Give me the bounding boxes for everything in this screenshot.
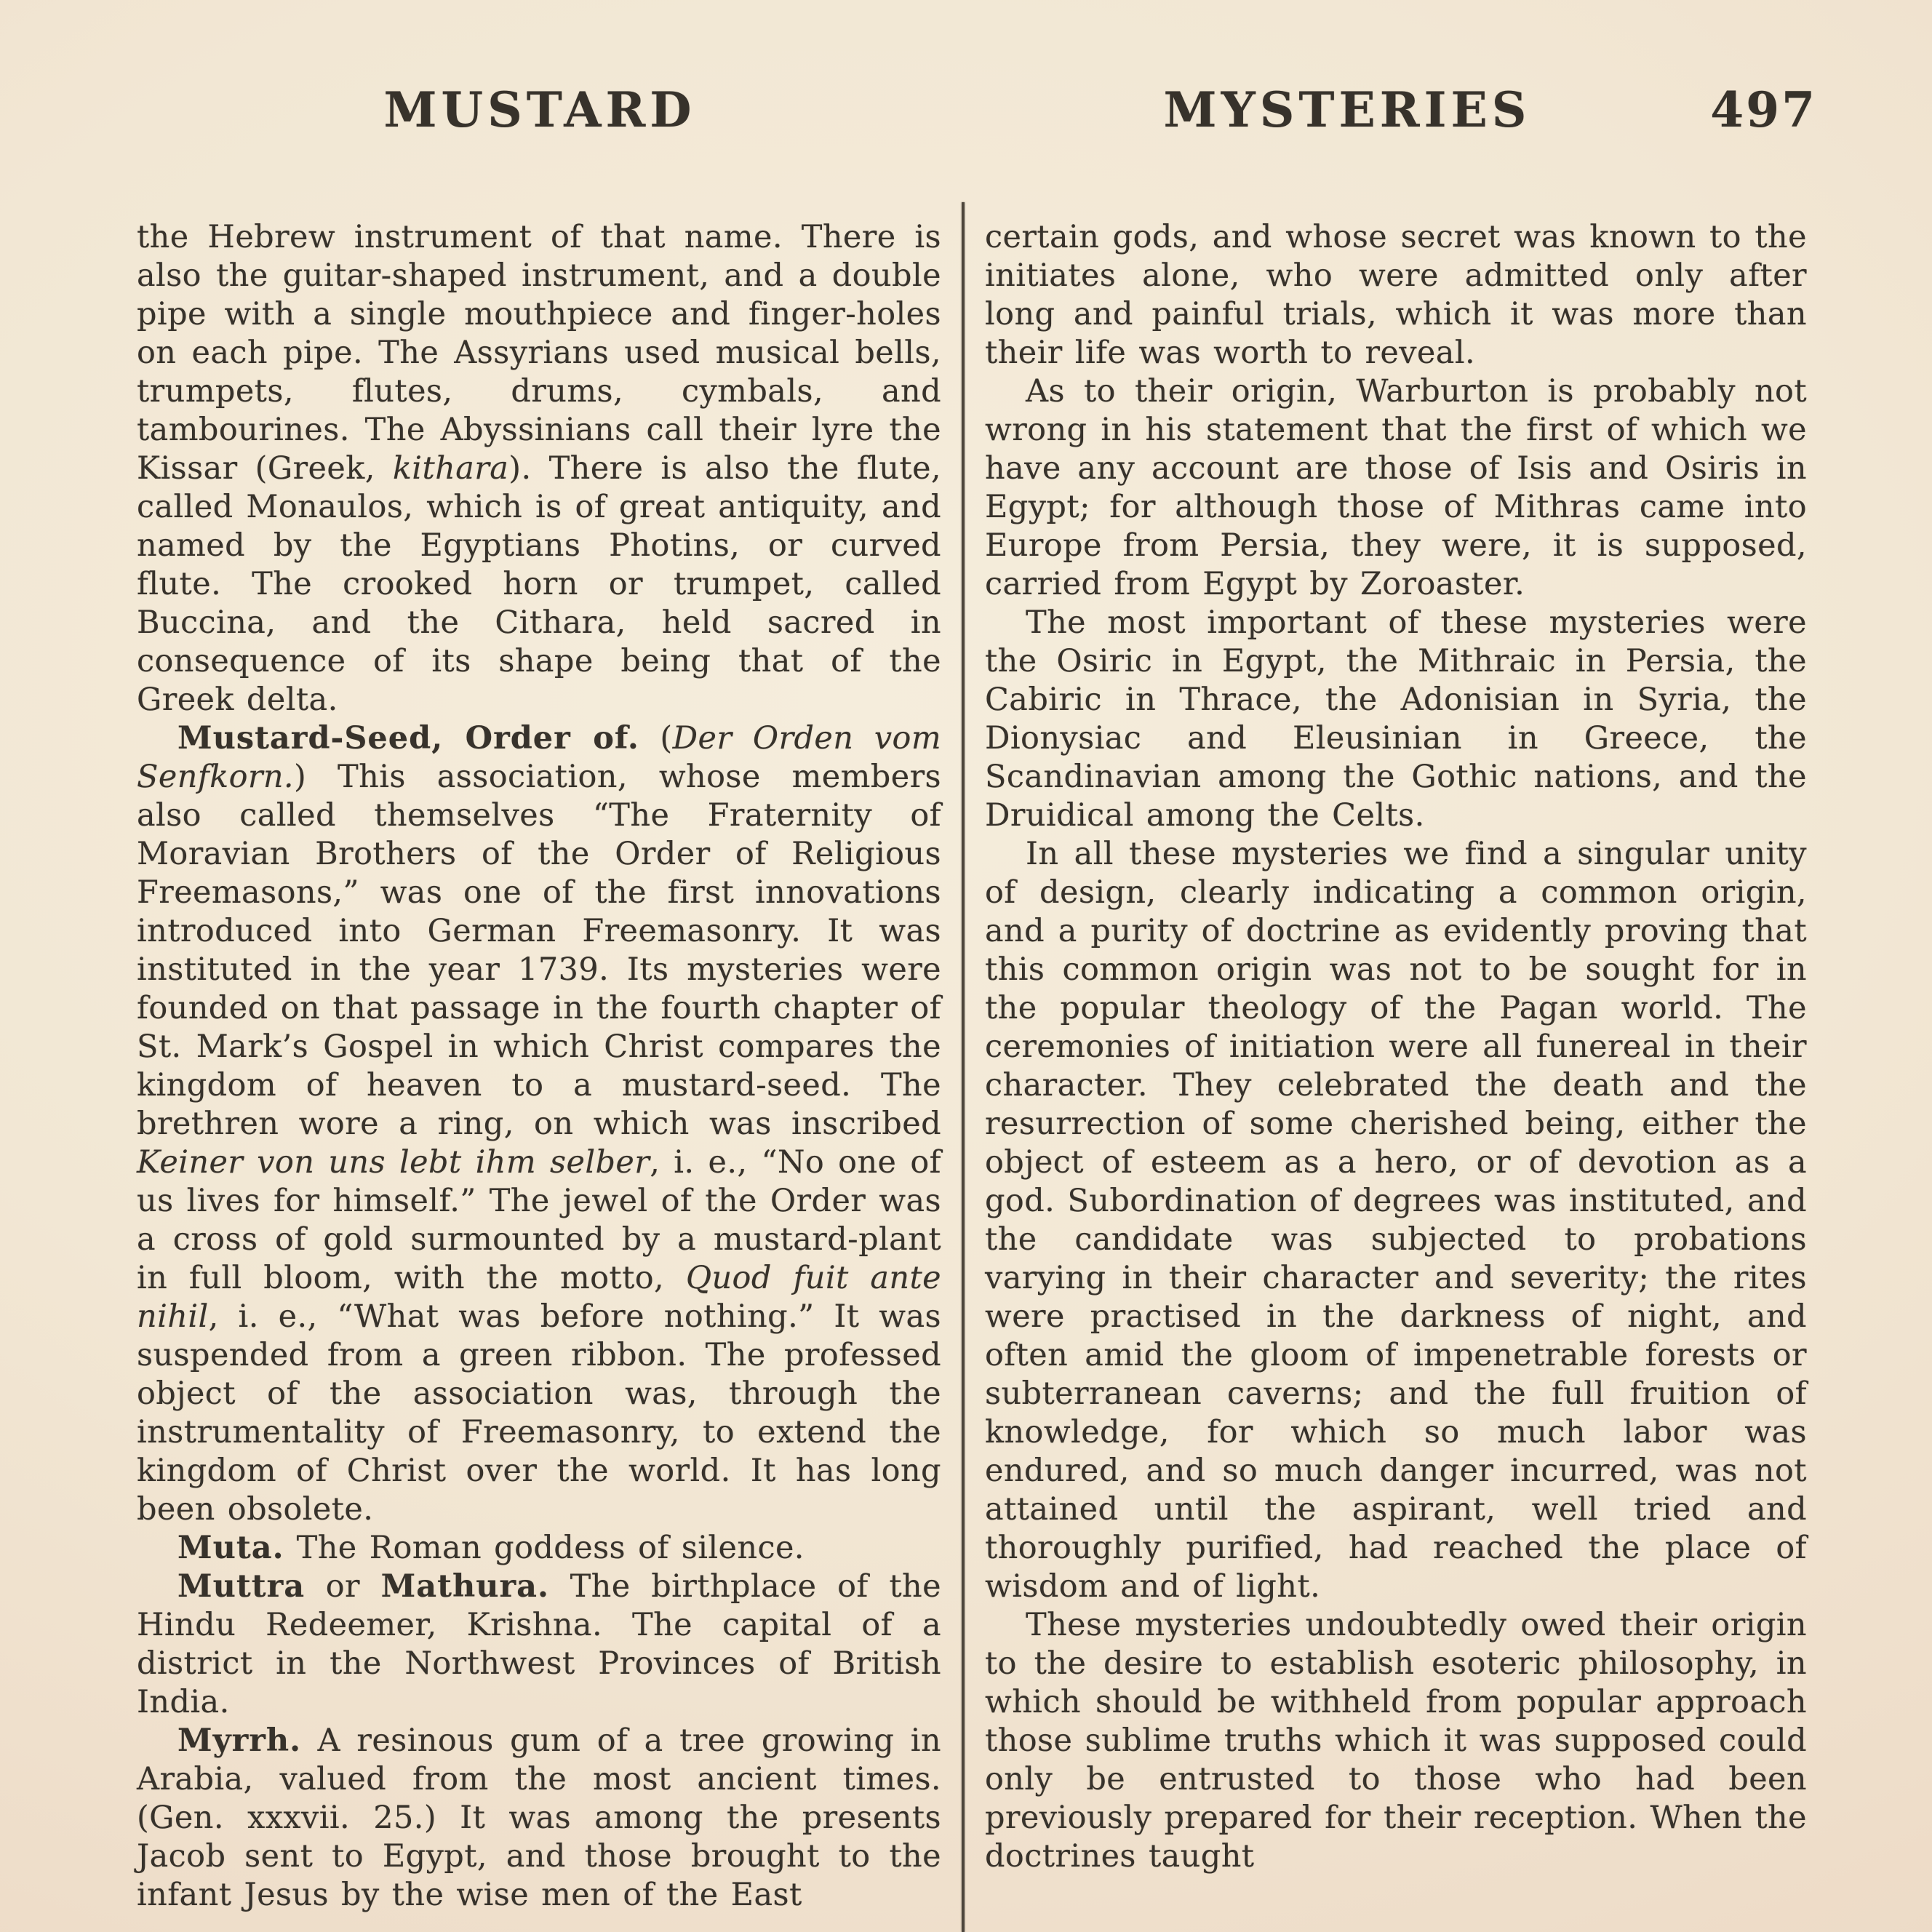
text-run: ( <box>639 720 673 757</box>
text-run: As to their origin, Warburton is probably not wrong in his statement that the first of which we have any account are those of Isis and Osiris in Egypt; for although those of Mithras came into Europe from Persia, they were, it is supposed, carried from Egypt by Zoroaster. <box>985 373 1807 602</box>
right-text-column <box>985 218 1807 1876</box>
text-run: The Roman goddess of silence. <box>284 1530 805 1566</box>
text-run: The most important of these mysteries were the Osiric in Egypt, the Mithraic in Persia, the Cabiric in Thrace, the Adonisian in Syria, the Dionysiac and Eleusinian in Greece, the Scandinavian among the Gothic nations, and the Druidical among the Celts. <box>985 604 1807 834</box>
entry-term: Mathura. <box>380 1568 549 1605</box>
paragraph <box>985 1606 1807 1876</box>
paragraph <box>137 1568 941 1722</box>
text-run: , i. e., “No one of us lives for himself.” The jewel of the Order was a cross of gold surmounted by a mustard-plant in full bloom, with the motto, <box>137 1144 941 1296</box>
entry-term: Mustard-Seed, Order of. <box>177 720 639 757</box>
text-run: ) This association, whose members also called themselves “The Fraternity of Moravian Brothers of the Order of Religious Freemasons,” was one of the first innovations introduced into German Freemasonry. It was instituted in the year 1739. Its mysteries were founded on that passage in the fourth chapter of St. Mark’s Gospel in which Christ compares the kingdom of heaven to a mustard-seed. The brethren wore a ring, on which was inscribed <box>137 759 941 1142</box>
text-run: Keiner von uns lebt ihm selber <box>137 1144 650 1181</box>
paragraph <box>137 218 941 719</box>
text-run: The birthplace of the Hindu Redeemer, Krishna. The capital of a district in the Northwest Provinces of British India. <box>137 1568 941 1720</box>
text-run: Quod fuit ante nihil <box>137 1260 942 1335</box>
column-divider-rule <box>962 202 965 1932</box>
text-run: These mysteries undoubtedly owed their origin to the desire to establish esoteric philosophy, in which should be withheld from popular approach those sublime truths which it was supposed could only be entrusted to those who had been previously prepared for their reception. When the doctrines taught <box>985 1607 1807 1875</box>
text-run: Der Orden vom Senfkorn. <box>137 720 942 795</box>
text-run: A resinous gum of a tree growing in Arabia, valued from the most ancient times. (Gen. xxxvii. 25.) It was among the presents Jacob sent to Egypt, and those brought to the infant Jesus by the wise men of the East <box>137 1723 941 1913</box>
paragraph <box>985 835 1807 1606</box>
text-run: ). There is also the flute, called Monaulos, which is of great antiquity, and named by the Egyptians Photins, or curved flute. The crooked horn or trumpet, called Buccina, and the Cithara, held sacred in consequence of its shape being that of the Greek delta. <box>137 450 941 718</box>
running-head-right: MYSTERIES <box>1163 81 1531 138</box>
entry-term: Muta. <box>177 1530 284 1566</box>
text-run: , i. e., “What was before nothing.” It was suspended from a green ribbon. The professed object of the association was, through the instrumentality of Freemasonry, to extend the kingdom of Christ over the world. It has long been obsolete. <box>137 1298 941 1528</box>
paragraph <box>985 372 1807 604</box>
paragraph <box>985 604 1807 835</box>
paragraph <box>137 1722 941 1915</box>
text-run: kithara <box>392 450 509 487</box>
text-run: certain gods, and whose secret was known to the initiates alone, who were admitted only after long and painful trials, which it was more than their life was worth to reveal. <box>985 219 1807 371</box>
text-run: In all these mysteries we find a singular unity of design, clearly indicating a common origin, and a purity of doctrine as evidently proving that this common origin was not to be sought for in the popular theology of the Pagan world. The ceremonies of initiation were all funereal in their character. They celebrated the death and the resurrection of some cherished being, either the object of esteem as a hero, or of devotion as a god. Subordination of degrees was instituted, and the candidate was subjected to probations varying in their character and severity; the rites were practised in the darkness of night, and often amid the gloom of impenetrable forests or subterranean caverns; and the full fruition of knowledge, for which so much labor was endured, and so much danger incurred, was not attained until the aspirant, well tried and thoroughly purified, had reached the place of wisdom and of light. <box>985 836 1807 1605</box>
text-run: or <box>305 1568 381 1605</box>
page-number: 497 <box>1710 81 1817 138</box>
running-head-left: MUSTARD <box>383 81 696 138</box>
text-run: the Hebrew instrument of that name. There is also the guitar-shaped instrument, and a double pipe with a single mouthpiece and finger-holes on each pipe. The Assyrians used musical bells, trumpets, flutes, drums, cymbals, and tambourines. The Abyssinians call their lyre the Kissar (Greek, <box>137 219 941 487</box>
paragraph <box>137 719 941 1529</box>
left-text-column <box>137 218 941 1915</box>
paragraph <box>137 1529 941 1568</box>
entry-term: Muttra <box>177 1568 306 1605</box>
entry-term: Myrrh. <box>177 1723 302 1759</box>
paragraph <box>985 218 1807 372</box>
